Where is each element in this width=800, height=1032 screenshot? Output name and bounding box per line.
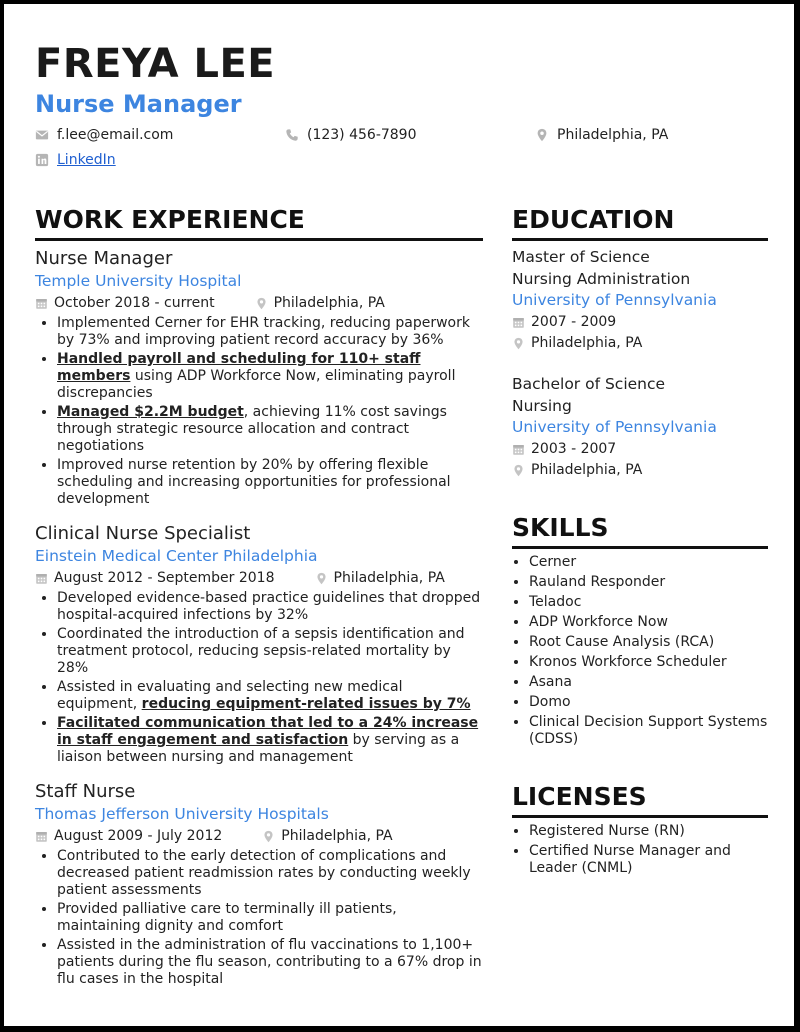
licenses-list	[512, 823, 768, 877]
candidate-name: FREYA LEE	[35, 41, 276, 87]
job-title: Nurse Manager	[35, 248, 173, 269]
skills-section	[512, 512, 768, 748]
dates-text: 2003 - 2007	[531, 441, 617, 457]
bullet-highlight: Facilitated communication that led to a 24% increase in staff engagement and satisfaction	[57, 715, 479, 748]
skill-item: • Root Cause Analysis (RCA)	[529, 634, 768, 651]
job-entry	[35, 247, 483, 508]
job-bullets	[35, 848, 483, 988]
job-bullet	[57, 590, 483, 624]
bullet-text: Implemented Cerner for EHR tracking, reducing paperwork by 73% and improving patient record accuracy by 36%	[57, 315, 470, 348]
job-entry	[35, 780, 483, 988]
bullet-text: Developed evidence-based practice guidelines that dropped hospital-acquired infections by 32%	[57, 590, 481, 623]
dates	[35, 826, 222, 846]
edu-dates	[512, 439, 768, 459]
bullet-highlight: Managed $2.2M budget	[57, 404, 244, 420]
bullet-text: Coordinated the introduction of a sepsis identification and treatment protocol, reducing sepsis-related mortality by 28%	[57, 626, 465, 676]
map-pin-icon	[315, 572, 328, 585]
map-pin-icon	[535, 128, 549, 142]
calendar-icon	[35, 830, 48, 843]
resume-page	[4, 4, 794, 1026]
location-text: Philadelphia, PA	[333, 570, 445, 586]
contact-location	[535, 126, 668, 144]
phone-text: (123) 456-7890	[307, 127, 417, 143]
field-of-study: Nursing	[512, 397, 572, 415]
dates-text: October 2018 - current	[54, 295, 215, 311]
calendar-icon	[35, 297, 48, 310]
edu-location	[512, 460, 768, 480]
skill-item: • Asana	[529, 674, 768, 691]
contact-phone	[285, 126, 417, 144]
candidate-role: Nurse Manager	[35, 90, 242, 118]
job-bullet	[57, 351, 483, 402]
map-pin-icon	[255, 297, 268, 310]
education-entry	[512, 246, 768, 353]
bullet-text: Contributed to the early detection of complications and decreased patient readmission rates by conducting weekly patient assessments	[57, 848, 471, 898]
map-pin-icon	[262, 830, 275, 843]
edu-dates	[512, 312, 768, 332]
skill-item: • Rauland Responder	[529, 574, 768, 591]
skill-item: • Domo	[529, 694, 768, 711]
map-pin-icon	[512, 464, 525, 477]
school-name: University of Pennsylvania	[512, 418, 717, 436]
email-text: f.lee@email.com	[57, 127, 174, 143]
jobs-list	[35, 247, 483, 988]
dates	[512, 312, 616, 332]
bullet-text: Assisted in the administration of flu vaccinations to 1,100+ patients during the flu season, contributing to a 67% drop in flu cases in the hospital	[57, 937, 482, 987]
job-bullet	[57, 848, 483, 899]
skill-item: • ADP Workforce Now	[529, 614, 768, 631]
edu-location	[512, 333, 768, 353]
dates	[512, 439, 616, 459]
job-bullets	[35, 590, 483, 766]
education-entry	[512, 373, 768, 480]
degree: Bachelor of Science	[512, 375, 666, 393]
dates	[35, 568, 275, 588]
location	[315, 568, 445, 588]
calendar-icon	[35, 572, 48, 585]
location-text: Philadelphia, PA	[531, 462, 643, 478]
skills-heading: SKILLS	[512, 512, 768, 549]
skill-item: • Clinical Decision Support Systems (CDSS)	[529, 714, 768, 748]
skill-item: • Cerner	[529, 554, 768, 571]
bullet-text: Assisted in evaluating and selecting new medical equipment,	[57, 679, 403, 712]
licenses-heading: LICENSES	[512, 781, 768, 818]
licenses-section	[512, 781, 768, 877]
school-name: University of Pennsylvania	[512, 291, 717, 309]
location-text: Philadelphia, PA	[273, 295, 385, 311]
work-experience-heading: WORK EXPERIENCE	[35, 204, 483, 241]
license-item: • Registered Nurse (RN)	[529, 823, 768, 840]
job-bullet	[57, 404, 483, 455]
job-title: Clinical Nurse Specialist	[35, 523, 251, 544]
location	[255, 293, 385, 313]
location	[512, 460, 642, 480]
bullet-text: Improved nurse retention by 20% by offering flexible scheduling and increasing opportunities for professional development	[57, 457, 451, 507]
bullet-highlight: Handled payroll and scheduling for 110+ staff members	[57, 351, 421, 384]
license-item: • Certified Nurse Manager and Leader (CNML)	[529, 843, 768, 877]
job-bullets	[35, 315, 483, 508]
envelope-icon	[35, 128, 49, 142]
calendar-icon	[512, 443, 525, 456]
location-text: Philadelphia, PA	[281, 828, 393, 844]
meta-row	[35, 568, 483, 588]
linkedin-link[interactable]: LinkedIn	[57, 152, 116, 168]
job-bullet	[57, 626, 483, 677]
dates-text: 2007 - 2009	[531, 314, 617, 330]
dates-text: August 2012 - September 2018	[54, 570, 275, 586]
contact-linkedin	[35, 151, 116, 169]
map-pin-icon	[512, 337, 525, 350]
calendar-icon	[512, 316, 525, 329]
education-section	[512, 204, 768, 480]
degree: Master of Science	[512, 248, 650, 266]
job-bullet	[57, 315, 483, 349]
location	[262, 826, 392, 846]
dates-text: August 2009 - July 2012	[54, 828, 223, 844]
field-of-study: Nursing Administration	[512, 270, 691, 288]
contact-email	[35, 126, 173, 144]
meta-row	[35, 826, 483, 846]
skills-list	[512, 554, 768, 748]
job-bullet	[57, 901, 483, 935]
bullet-highlight: reducing equipment-related issues by 7%	[141, 696, 471, 712]
job-bullet	[57, 715, 483, 766]
dates	[35, 293, 215, 313]
education-heading: EDUCATION	[512, 204, 768, 241]
company-name: Temple University Hospital	[35, 272, 242, 290]
skill-item: • Kronos Workforce Scheduler	[529, 654, 768, 671]
location	[512, 333, 642, 353]
phone-icon	[285, 128, 299, 142]
work-experience-section	[35, 204, 483, 990]
job-bullet	[57, 679, 483, 713]
job-bullet	[57, 937, 483, 988]
company-name: Einstein Medical Center Philadelphia	[35, 547, 318, 565]
location-text: Philadelphia, PA	[531, 335, 643, 351]
bullet-text: using ADP Workforce Now, eliminating payroll discrepancies	[57, 368, 456, 401]
meta-row	[35, 293, 483, 313]
bullet-text: , achieving 11% cost savings through strategic resource allocation and contract negotiations	[57, 404, 447, 454]
job-bullet	[57, 457, 483, 508]
company-name: Thomas Jefferson University Hospitals	[35, 805, 329, 823]
sidebar	[512, 204, 768, 880]
location-text: Philadelphia, PA	[557, 127, 669, 143]
job-title: Staff Nurse	[35, 781, 136, 802]
job-entry	[35, 522, 483, 766]
bullet-text: by serving as a liaison between nursing and management	[57, 732, 460, 765]
skill-item: • Teladoc	[529, 594, 768, 611]
linkedin-icon	[35, 153, 49, 167]
education-list	[512, 246, 768, 480]
bullet-text: Provided palliative care to terminally ill patients, maintaining dignity and comfort	[57, 901, 397, 934]
